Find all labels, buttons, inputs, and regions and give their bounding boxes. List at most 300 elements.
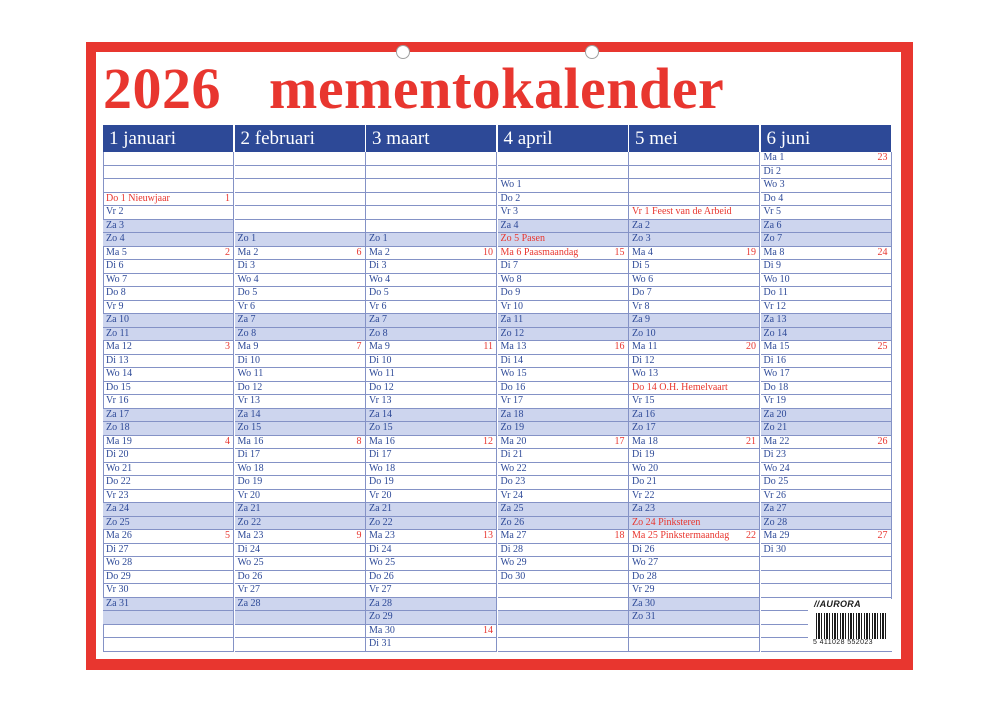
day-cell xyxy=(761,260,892,274)
day-label: Ma 25 Pinkstermaandag xyxy=(632,530,730,541)
day-cell xyxy=(498,287,629,301)
day-label: Zo 21 xyxy=(763,422,788,433)
day-label: Di 30 xyxy=(763,543,786,555)
day-label: Do 12 xyxy=(237,381,263,393)
day-cell xyxy=(629,530,760,544)
barcode-icon xyxy=(816,613,888,639)
day-cell xyxy=(761,368,892,382)
day-cell xyxy=(629,395,760,409)
day-label: Do 18 xyxy=(763,381,789,393)
empty-cell xyxy=(366,166,497,180)
day-label: Di 5 xyxy=(632,260,650,271)
day-label: Do 21 xyxy=(632,476,657,487)
day-label: Ma 1 xyxy=(763,152,785,163)
empty-cell xyxy=(366,179,497,193)
day-label: Vr 3 xyxy=(500,206,518,217)
day-cell xyxy=(103,463,234,477)
day-cell xyxy=(103,233,234,247)
day-cell xyxy=(629,274,760,288)
week-number: 26 xyxy=(877,435,888,447)
day-label: Ma 2 xyxy=(369,246,390,258)
day-label: Vr 24 xyxy=(500,489,523,501)
day-label: Za 2 xyxy=(632,219,651,231)
empty-cell xyxy=(629,152,760,166)
day-cell xyxy=(629,341,760,355)
day-cell xyxy=(103,436,234,450)
day-label: Ma 23 xyxy=(369,530,395,541)
day-cell xyxy=(498,422,629,436)
day-cell xyxy=(498,476,629,490)
day-label: Do 4 xyxy=(763,192,784,204)
day-cell xyxy=(103,449,234,463)
day-label: Zo 15 xyxy=(369,422,393,433)
day-cell xyxy=(235,436,366,450)
day-label: Di 10 xyxy=(369,354,392,366)
day-label: Za 13 xyxy=(763,314,787,325)
day-cell xyxy=(103,584,234,598)
week-number: 14 xyxy=(483,624,493,636)
day-label: Do 8 xyxy=(106,287,126,298)
day-cell xyxy=(366,395,497,409)
day-cell xyxy=(103,287,234,301)
day-label: Zo 4 xyxy=(106,233,125,244)
day-cell xyxy=(103,395,234,409)
day-cell xyxy=(235,233,366,247)
day-label: Vr 5 xyxy=(763,206,781,217)
day-cell xyxy=(498,341,629,355)
day-cell xyxy=(103,355,234,369)
day-cell xyxy=(366,355,497,369)
day-cell xyxy=(366,517,497,531)
day-label: Wo 17 xyxy=(763,368,790,379)
day-cell xyxy=(366,544,497,558)
day-cell xyxy=(103,301,234,315)
empty-cell xyxy=(103,625,234,639)
day-label: Do 9 xyxy=(500,287,521,298)
day-label: Wo 25 xyxy=(369,557,396,568)
day-cell xyxy=(761,233,892,247)
day-cell xyxy=(761,206,892,220)
day-cell xyxy=(103,220,234,234)
day-label: Vr 23 xyxy=(106,489,129,501)
day-label: Di 24 xyxy=(369,543,392,555)
day-label: Di 21 xyxy=(500,449,523,460)
day-cell xyxy=(498,530,629,544)
day-cell xyxy=(103,476,234,490)
empty-cell xyxy=(235,166,366,180)
day-label: Za 16 xyxy=(632,408,656,420)
empty-cell xyxy=(498,638,629,652)
day-label: Wo 29 xyxy=(500,557,527,568)
day-cell xyxy=(761,220,892,234)
day-label: Zo 28 xyxy=(763,516,788,528)
week-number: 22 xyxy=(746,530,756,541)
month-column-6 xyxy=(761,125,892,651)
day-label: Zo 12 xyxy=(500,327,525,339)
day-cell xyxy=(235,557,366,571)
day-cell xyxy=(366,409,497,423)
day-cell xyxy=(103,260,234,274)
day-label: Wo 11 xyxy=(369,368,395,379)
day-label: Zo 15 xyxy=(237,422,262,433)
day-label: Do 15 xyxy=(106,381,131,393)
day-label: Za 10 xyxy=(106,314,130,325)
day-cell xyxy=(498,206,629,220)
day-cell xyxy=(629,584,760,598)
day-cell xyxy=(103,517,234,531)
month-header: 4 april xyxy=(498,125,629,152)
day-cell xyxy=(366,301,497,315)
day-label: Vr 6 xyxy=(369,300,387,312)
day-label: Di 31 xyxy=(369,638,392,649)
week-number: 19 xyxy=(746,246,756,258)
day-cell xyxy=(498,449,629,463)
day-cell xyxy=(498,328,629,342)
empty-cell xyxy=(498,152,629,166)
week-number: 13 xyxy=(483,530,493,541)
day-label: Zo 24 Pinksteren xyxy=(632,516,701,528)
empty-cell xyxy=(366,152,497,166)
empty-cell xyxy=(235,625,366,639)
day-label: Za 21 xyxy=(369,503,393,514)
day-cell xyxy=(629,449,760,463)
empty-cell xyxy=(366,220,497,234)
day-label: Za 14 xyxy=(237,408,261,420)
day-label: Zo 18 xyxy=(106,422,130,433)
day-cell xyxy=(761,179,892,193)
month-column-4 xyxy=(498,125,629,651)
week-number: 3 xyxy=(225,341,230,352)
day-label: Di 2 xyxy=(763,165,781,177)
day-cell xyxy=(498,557,629,571)
day-cell xyxy=(629,314,760,328)
day-cell xyxy=(366,314,497,328)
day-cell xyxy=(761,530,892,544)
month-header: 3 maart xyxy=(366,125,497,152)
day-cell xyxy=(498,314,629,328)
empty-cell xyxy=(498,166,629,180)
day-label: Ma 8 xyxy=(763,246,785,258)
day-label: Do 5 xyxy=(237,287,258,298)
day-label: Za 4 xyxy=(500,219,519,231)
day-label: Ma 27 xyxy=(500,530,527,541)
day-cell xyxy=(761,314,892,328)
day-cell xyxy=(103,206,234,220)
day-label: Za 23 xyxy=(632,503,656,514)
day-label: Wo 15 xyxy=(500,368,527,379)
day-label: Ma 30 xyxy=(369,624,395,636)
day-label: Vr 9 xyxy=(106,300,124,312)
week-number: 16 xyxy=(614,341,625,352)
day-cell xyxy=(103,544,234,558)
day-cell xyxy=(103,557,234,571)
day-cell xyxy=(235,409,366,423)
aurora-logo-text: AURORA xyxy=(819,599,861,609)
day-cell xyxy=(629,476,760,490)
empty-cell xyxy=(629,179,760,193)
day-label: Vr 20 xyxy=(369,489,392,501)
day-label: Zo 22 xyxy=(369,516,393,528)
day-cell xyxy=(498,409,629,423)
day-label: Do 7 xyxy=(632,287,652,298)
calendar-name: mementokalender xyxy=(269,56,725,121)
day-cell xyxy=(366,598,497,612)
day-label: Vr 30 xyxy=(106,584,129,595)
day-label: Zo 8 xyxy=(369,327,388,339)
day-cell xyxy=(761,544,892,558)
day-cell xyxy=(761,436,892,450)
day-label: Zo 29 xyxy=(369,611,393,622)
day-cell xyxy=(761,287,892,301)
day-cell xyxy=(629,328,760,342)
day-cell xyxy=(366,328,497,342)
week-number: 17 xyxy=(614,435,625,447)
day-cell xyxy=(761,382,892,396)
day-label: Wo 20 xyxy=(632,462,659,474)
empty-cell xyxy=(761,571,892,585)
day-label: Ma 29 xyxy=(763,530,790,541)
day-label: Za 28 xyxy=(369,597,393,609)
day-cell xyxy=(366,557,497,571)
empty-cell xyxy=(629,638,760,652)
day-label: Za 17 xyxy=(106,408,130,420)
day-label: Do 16 xyxy=(500,381,526,393)
empty-cell xyxy=(235,220,366,234)
day-label: Do 2 xyxy=(500,192,521,204)
day-cell xyxy=(366,449,497,463)
day-cell xyxy=(235,314,366,328)
day-label: Wo 1 xyxy=(500,179,522,190)
week-number: 20 xyxy=(746,341,756,352)
day-label: Vr 27 xyxy=(369,584,392,595)
day-label: Zo 8 xyxy=(237,327,257,339)
day-label: Di 26 xyxy=(632,543,655,555)
week-number: 25 xyxy=(877,341,888,352)
day-label: Zo 1 xyxy=(369,233,388,244)
day-cell xyxy=(498,193,629,207)
month-column-5 xyxy=(629,125,760,651)
day-cell xyxy=(629,260,760,274)
day-label: Zo 22 xyxy=(237,516,262,528)
week-number: 24 xyxy=(877,246,888,258)
day-label: Ma 16 xyxy=(369,435,395,447)
day-cell xyxy=(366,490,497,504)
day-cell xyxy=(498,436,629,450)
day-cell xyxy=(761,517,892,531)
day-label: Za 7 xyxy=(237,314,256,325)
day-label: Do 5 xyxy=(369,287,389,298)
day-label: Do 1 Nieuwjaar xyxy=(106,192,170,204)
empty-cell xyxy=(235,152,366,166)
day-label: Za 30 xyxy=(632,597,656,609)
day-label: Wo 7 xyxy=(106,273,128,285)
empty-cell xyxy=(629,193,760,207)
day-label: Do 28 xyxy=(632,570,657,582)
day-label: Di 17 xyxy=(369,449,392,460)
day-cell xyxy=(366,368,497,382)
day-label: Vr 2 xyxy=(106,206,124,217)
day-cell xyxy=(103,328,234,342)
day-label: Vr 27 xyxy=(237,584,260,595)
day-label: Wo 14 xyxy=(106,368,133,379)
day-cell xyxy=(498,382,629,396)
day-label: Wo 18 xyxy=(237,462,264,474)
day-cell xyxy=(629,368,760,382)
week-number: 15 xyxy=(614,246,625,258)
day-cell xyxy=(629,247,760,261)
week-number: 1 xyxy=(225,192,230,204)
day-cell xyxy=(235,584,366,598)
day-label: Di 27 xyxy=(106,543,129,555)
day-cell xyxy=(235,490,366,504)
day-cell xyxy=(366,611,497,625)
day-cell xyxy=(235,544,366,558)
day-label: Do 30 xyxy=(500,570,526,582)
day-label: Di 3 xyxy=(369,260,387,271)
day-label: Vr 12 xyxy=(763,300,786,312)
day-cell xyxy=(103,382,234,396)
day-label: Wo 21 xyxy=(106,462,133,474)
empty-cell xyxy=(761,584,892,598)
day-label: Vr 16 xyxy=(106,395,129,406)
day-cell xyxy=(498,220,629,234)
day-cell xyxy=(366,476,497,490)
day-label: Wo 18 xyxy=(369,462,396,474)
day-cell xyxy=(235,449,366,463)
day-cell xyxy=(366,625,497,639)
day-cell xyxy=(761,328,892,342)
day-label: Vr 10 xyxy=(500,300,523,312)
day-cell xyxy=(629,206,760,220)
day-label: Ma 9 xyxy=(237,341,259,352)
day-cell xyxy=(629,436,760,450)
day-cell xyxy=(366,260,497,274)
day-cell xyxy=(103,247,234,261)
day-cell xyxy=(103,503,234,517)
day-cell xyxy=(761,274,892,288)
day-cell xyxy=(498,490,629,504)
empty-cell xyxy=(366,193,497,207)
day-label: Za 6 xyxy=(763,219,782,231)
day-label: Wo 27 xyxy=(632,557,659,568)
day-label: Vr 13 xyxy=(369,395,392,406)
empty-cell xyxy=(103,179,234,193)
day-label: Wo 25 xyxy=(237,557,264,568)
day-label: Do 19 xyxy=(237,476,263,487)
day-label: Wo 8 xyxy=(500,273,522,285)
day-cell xyxy=(761,341,892,355)
day-cell xyxy=(366,638,497,652)
empty-cell xyxy=(235,206,366,220)
month-header: 1 januari xyxy=(103,125,234,152)
day-label: Do 11 xyxy=(763,287,788,298)
day-cell xyxy=(103,274,234,288)
week-number: 21 xyxy=(746,435,756,447)
day-label: Do 23 xyxy=(500,476,526,487)
week-number: 27 xyxy=(877,530,888,541)
day-cell xyxy=(235,476,366,490)
day-cell xyxy=(629,557,760,571)
day-cell xyxy=(629,287,760,301)
week-number: 9 xyxy=(356,530,362,541)
day-label: Zo 17 xyxy=(632,422,656,433)
day-cell xyxy=(366,287,497,301)
day-cell xyxy=(761,476,892,490)
day-label: Zo 7 xyxy=(763,233,783,244)
day-cell xyxy=(103,193,234,207)
calendar-title xyxy=(103,53,724,125)
day-label: Vr 20 xyxy=(237,489,260,501)
day-label: Ma 23 xyxy=(237,530,264,541)
day-label: Za 24 xyxy=(106,503,130,514)
empty-cell xyxy=(761,557,892,571)
day-label: Di 24 xyxy=(237,543,260,555)
day-cell xyxy=(103,571,234,585)
day-label: Wo 24 xyxy=(763,462,790,474)
day-cell xyxy=(103,530,234,544)
day-label: Ma 11 xyxy=(632,341,658,352)
day-cell xyxy=(761,490,892,504)
day-cell xyxy=(498,355,629,369)
day-cell xyxy=(629,611,760,625)
day-cell xyxy=(761,166,892,180)
day-label: Do 22 xyxy=(106,476,131,487)
day-cell xyxy=(103,314,234,328)
day-label: Ma 9 xyxy=(369,341,390,352)
day-label: Ma 16 xyxy=(237,435,264,447)
day-cell xyxy=(629,382,760,396)
week-number: 8 xyxy=(356,435,362,447)
day-label: Di 19 xyxy=(632,449,655,460)
day-cell xyxy=(761,247,892,261)
day-label: Ma 12 xyxy=(106,341,132,352)
day-label: Di 6 xyxy=(106,260,124,271)
week-number: 12 xyxy=(483,435,493,447)
day-label: Wo 3 xyxy=(763,179,785,190)
empty-cell xyxy=(103,638,234,652)
day-cell xyxy=(761,395,892,409)
day-label: Za 18 xyxy=(500,408,524,420)
day-label: Wo 4 xyxy=(369,273,391,285)
day-cell xyxy=(103,598,234,612)
day-label: Wo 10 xyxy=(763,273,790,285)
day-label: Do 19 xyxy=(369,476,394,487)
empty-cell xyxy=(498,625,629,639)
day-cell xyxy=(235,382,366,396)
empty-cell xyxy=(103,152,234,166)
day-label: Za 20 xyxy=(763,408,787,420)
day-cell xyxy=(235,517,366,531)
day-cell xyxy=(235,301,366,315)
day-cell xyxy=(629,517,760,531)
day-label: Zo 31 xyxy=(632,611,656,622)
week-number: 10 xyxy=(483,246,493,258)
day-label: Do 12 xyxy=(369,381,394,393)
day-label: Vr 29 xyxy=(632,584,655,595)
day-cell xyxy=(103,409,234,423)
day-cell xyxy=(761,409,892,423)
day-label: Do 14 O.H. Hemelvaart xyxy=(632,381,728,393)
day-label: Za 28 xyxy=(237,597,261,609)
day-cell xyxy=(235,503,366,517)
day-label: Di 12 xyxy=(632,354,655,366)
day-label: Za 27 xyxy=(763,503,787,514)
day-cell xyxy=(629,490,760,504)
week-number: 23 xyxy=(877,152,888,163)
day-label: Ma 5 xyxy=(106,246,127,258)
day-cell xyxy=(629,544,760,558)
day-cell xyxy=(235,463,366,477)
